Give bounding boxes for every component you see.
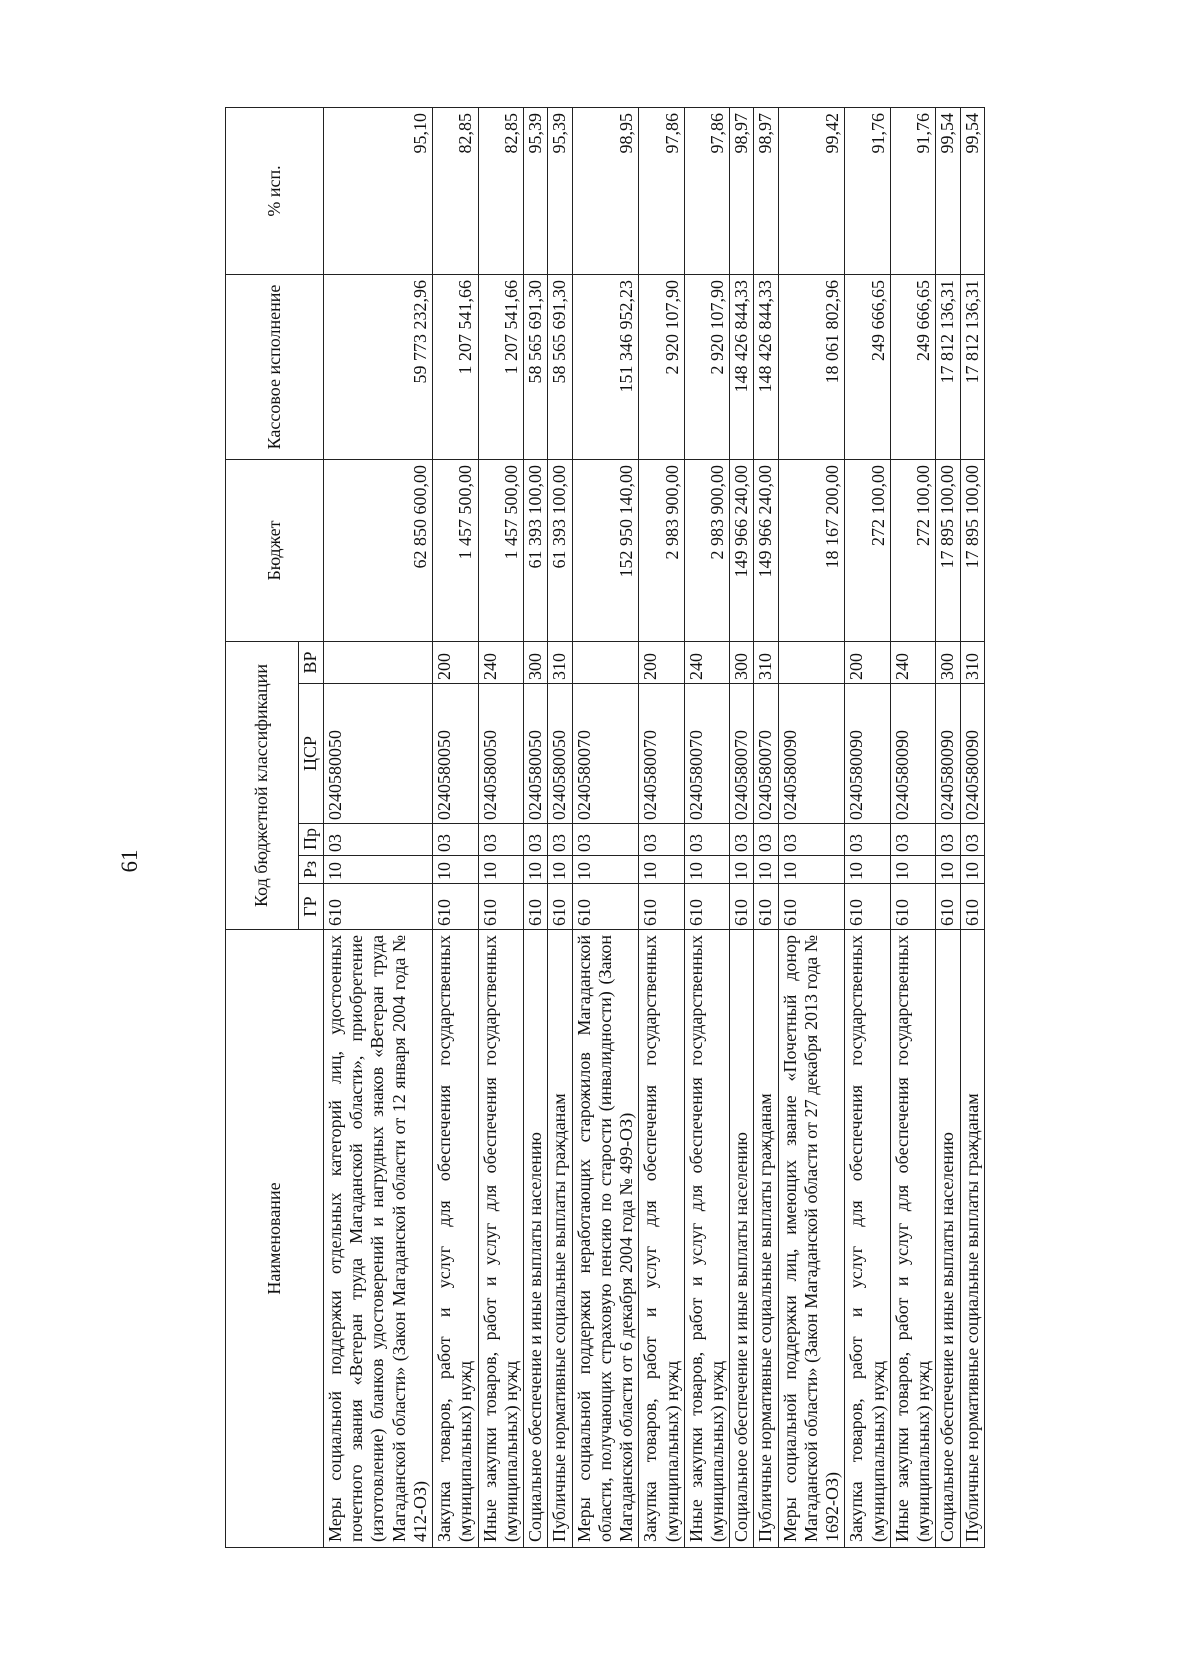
- cell-budget: 61 393 100,00: [524, 460, 548, 642]
- page-number: 61: [117, 849, 142, 873]
- cell-pr: 03: [936, 824, 960, 856]
- cell-vr: 240: [890, 642, 935, 684]
- table-row: [754, 108, 778, 1548]
- cell-pr: 03: [754, 824, 778, 856]
- cell-budget: 2 983 900,00: [639, 460, 684, 642]
- cell-rz: 10: [548, 856, 572, 884]
- header-rz: Рз: [299, 856, 324, 884]
- cell-pr: 03: [639, 824, 684, 856]
- cell-rz: 10: [890, 856, 935, 884]
- cell-rz: 10: [778, 856, 845, 884]
- cell-budget: 17 895 100,00: [936, 460, 960, 642]
- cell-gr: 610: [548, 884, 572, 930]
- header-gr: ГР: [299, 884, 324, 930]
- cell-cash: 2 920 107,90: [684, 275, 729, 460]
- cell-percent: 98,97: [754, 108, 778, 275]
- cell-vr: 240: [684, 642, 729, 684]
- cell-gr: 610: [778, 884, 845, 930]
- cell-percent: 98,95: [572, 108, 639, 275]
- cell-vr: [324, 642, 433, 684]
- cell-gr: 610: [730, 884, 754, 930]
- cell-name: Социальное обеспечение и иные выплаты населению: [730, 930, 754, 1548]
- cell-gr: 610: [845, 884, 890, 930]
- cell-pr: 03: [433, 824, 478, 856]
- cell-name: Закупка товаров, работ и услуг для обеспечения государственных (муниципальных) нужд: [639, 930, 684, 1548]
- header-csr: ЦСР: [299, 684, 324, 824]
- cell-budget: 17 895 100,00: [960, 460, 984, 642]
- cell-vr: [572, 642, 639, 684]
- cell-name: Меры социальной поддержки лиц, имеющих звание «Почетный донор Магаданской области» (Закон Магаданской области от 27 декабря 2013 года № 1692-ОЗ): [778, 930, 845, 1548]
- cell-budget: 2 983 900,00: [684, 460, 729, 642]
- table-row: [845, 108, 890, 1548]
- cell-cash: 17 812 136,31: [960, 275, 984, 460]
- table-row: [324, 108, 433, 1548]
- rotated-page-content: [225, 108, 1070, 1548]
- cell-csr: 0240580050: [433, 684, 478, 824]
- cell-vr: 310: [754, 642, 778, 684]
- cell-percent: 95,39: [548, 108, 572, 275]
- cell-rz: 10: [936, 856, 960, 884]
- cell-vr: [778, 642, 845, 684]
- cell-vr: 200: [433, 642, 478, 684]
- header-cash: Кассовое исполнение: [226, 275, 324, 460]
- budget-table: [225, 107, 985, 1548]
- cell-vr: 310: [548, 642, 572, 684]
- cell-csr: 0240580050: [524, 684, 548, 824]
- cell-percent: 98,97: [730, 108, 754, 275]
- cell-budget: 62 850 600,00: [324, 460, 433, 642]
- cell-rz: 10: [478, 856, 523, 884]
- cell-percent: 82,85: [433, 108, 478, 275]
- cell-pr: 03: [778, 824, 845, 856]
- cell-budget: 149 966 240,00: [730, 460, 754, 642]
- cell-name: Публичные нормативные социальные выплаты гражданам: [548, 930, 572, 1548]
- cell-rz: 10: [754, 856, 778, 884]
- cell-budget: 61 393 100,00: [548, 460, 572, 642]
- cell-gr: 610: [324, 884, 433, 930]
- cell-gr: 610: [754, 884, 778, 930]
- table-row: [730, 108, 754, 1548]
- cell-vr: 310: [960, 642, 984, 684]
- cell-cash: 148 426 844,33: [754, 275, 778, 460]
- cell-pr: 03: [684, 824, 729, 856]
- cell-percent: 97,86: [684, 108, 729, 275]
- cell-cash: 58 565 691,30: [524, 275, 548, 460]
- cell-cash: 59 773 232,96: [324, 275, 433, 460]
- cell-cash: 58 565 691,30: [548, 275, 572, 460]
- cell-budget: 152 950 140,00: [572, 460, 639, 642]
- cell-cash: 249 666,65: [845, 275, 890, 460]
- cell-name: Публичные нормативные социальные выплаты гражданам: [960, 930, 984, 1548]
- cell-pr: 03: [524, 824, 548, 856]
- table-row: [433, 108, 478, 1548]
- cell-vr: 240: [478, 642, 523, 684]
- cell-rz: 10: [960, 856, 984, 884]
- table-row: [478, 108, 523, 1548]
- cell-pr: 03: [730, 824, 754, 856]
- cell-gr: 610: [639, 884, 684, 930]
- header-budget: Бюджет: [226, 460, 324, 642]
- table-row: [684, 108, 729, 1548]
- cell-vr: 200: [639, 642, 684, 684]
- cell-name: Социальное обеспечение и иные выплаты населению: [524, 930, 548, 1548]
- cell-pr: 03: [324, 824, 433, 856]
- cell-pr: 03: [478, 824, 523, 856]
- header-name: Наименование: [226, 930, 324, 1548]
- cell-rz: 10: [324, 856, 433, 884]
- cell-rz: 10: [433, 856, 478, 884]
- cell-cash: 17 812 136,31: [936, 275, 960, 460]
- table-row: [572, 108, 639, 1548]
- cell-vr: 300: [524, 642, 548, 684]
- cell-gr: 610: [478, 884, 523, 930]
- cell-percent: 99,54: [936, 108, 960, 275]
- cell-budget: 1 457 500,00: [478, 460, 523, 642]
- cell-gr: 610: [890, 884, 935, 930]
- cell-cash: 148 426 844,33: [730, 275, 754, 460]
- cell-name: Иные закупки товаров, работ и услуг для обеспечения государственных (муниципальных) нужд: [684, 930, 729, 1548]
- table-row: [890, 108, 935, 1548]
- cell-pr: 03: [548, 824, 572, 856]
- cell-percent: 95,39: [524, 108, 548, 275]
- cell-gr: 610: [936, 884, 960, 930]
- cell-name: Меры социальной поддержки отдельных категорий лиц, удостоенных почетного звания «Ветеран труда Магаданской области», приобретение (изготовление) бланков удостоверений и нагрудных знаков «Ветеран труда Магаданской области» (Закон Магаданской области от 12 января 2004 года № 412-ОЗ): [324, 930, 433, 1548]
- cell-pr: 03: [845, 824, 890, 856]
- cell-percent: 99,42: [778, 108, 845, 275]
- cell-vr: 200: [845, 642, 890, 684]
- cell-csr: 0240580070: [639, 684, 684, 824]
- header-pr: Пр: [299, 824, 324, 856]
- cell-csr: 0240580090: [890, 684, 935, 824]
- cell-name: Иные закупки товаров, работ и услуг для обеспечения государственных (муниципальных) нужд: [890, 930, 935, 1548]
- cell-rz: 10: [684, 856, 729, 884]
- cell-csr: 0240580070: [730, 684, 754, 824]
- cell-name: Иные закупки товаров, работ и услуг для обеспечения государственных (муниципальных) нужд: [478, 930, 523, 1548]
- cell-rz: 10: [730, 856, 754, 884]
- cell-budget: 272 100,00: [890, 460, 935, 642]
- cell-pr: 03: [572, 824, 639, 856]
- cell-budget: 18 167 200,00: [778, 460, 845, 642]
- table-row: [524, 108, 548, 1548]
- header-code-group: Код бюджетной классификации: [226, 642, 299, 930]
- cell-cash: 1 207 541,66: [478, 275, 523, 460]
- cell-name: Закупка товаров, работ и услуг для обеспечения государственных (муниципальных) нужд: [433, 930, 478, 1548]
- header-percent: % исп.: [226, 108, 324, 275]
- cell-cash: 249 666,65: [890, 275, 935, 460]
- table-header-row: [226, 108, 299, 1548]
- cell-csr: 0240580070: [754, 684, 778, 824]
- cell-csr: 0240580090: [960, 684, 984, 824]
- table-row: [778, 108, 845, 1548]
- cell-vr: 300: [936, 642, 960, 684]
- cell-csr: 0240580070: [572, 684, 639, 824]
- cell-csr: 0240580050: [478, 684, 523, 824]
- cell-name: Социальное обеспечение и иные выплаты населению: [936, 930, 960, 1548]
- cell-budget: 1 457 500,00: [433, 460, 478, 642]
- cell-cash: 2 920 107,90: [639, 275, 684, 460]
- table-row: [960, 108, 984, 1548]
- cell-gr: 610: [572, 884, 639, 930]
- cell-gr: 610: [684, 884, 729, 930]
- cell-name: Меры социальной поддержки неработающих старожилов Магаданской области, получающих страховую пенсию по старости (инвалидности) (Закон Магаданской области от 6 декабря 2004 года № 499-ОЗ): [572, 930, 639, 1548]
- cell-pr: 03: [890, 824, 935, 856]
- cell-percent: 97,86: [639, 108, 684, 275]
- table-row: [639, 108, 684, 1548]
- cell-rz: 10: [639, 856, 684, 884]
- cell-csr: 0240580050: [548, 684, 572, 824]
- cell-gr: 610: [433, 884, 478, 930]
- cell-csr: 0240580090: [936, 684, 960, 824]
- table-row: [548, 108, 572, 1548]
- cell-budget: 149 966 240,00: [754, 460, 778, 642]
- cell-percent: 95,10: [324, 108, 433, 275]
- cell-pr: 03: [960, 824, 984, 856]
- cell-percent: 91,76: [845, 108, 890, 275]
- cell-csr: 0240580070: [684, 684, 729, 824]
- cell-gr: 610: [524, 884, 548, 930]
- table-row: [936, 108, 960, 1548]
- cell-percent: 82,85: [478, 108, 523, 275]
- cell-rz: 10: [572, 856, 639, 884]
- cell-csr: 0240580090: [845, 684, 890, 824]
- cell-cash: 151 346 952,23: [572, 275, 639, 460]
- cell-vr: 300: [730, 642, 754, 684]
- cell-percent: 99,54: [960, 108, 984, 275]
- cell-csr: 0240580090: [778, 684, 845, 824]
- cell-csr: 0240580050: [324, 684, 433, 824]
- cell-cash: 18 061 802,96: [778, 275, 845, 460]
- header-vr: ВР: [299, 642, 324, 684]
- cell-budget: 272 100,00: [845, 460, 890, 642]
- cell-name: Закупка товаров, работ и услуг для обеспечения государственных (муниципальных) нужд: [845, 930, 890, 1548]
- cell-cash: 1 207 541,66: [433, 275, 478, 460]
- cell-rz: 10: [845, 856, 890, 884]
- cell-name: Публичные нормативные социальные выплаты гражданам: [754, 930, 778, 1548]
- table-body: [324, 108, 985, 1548]
- cell-percent: 91,76: [890, 108, 935, 275]
- cell-rz: 10: [524, 856, 548, 884]
- cell-gr: 610: [960, 884, 984, 930]
